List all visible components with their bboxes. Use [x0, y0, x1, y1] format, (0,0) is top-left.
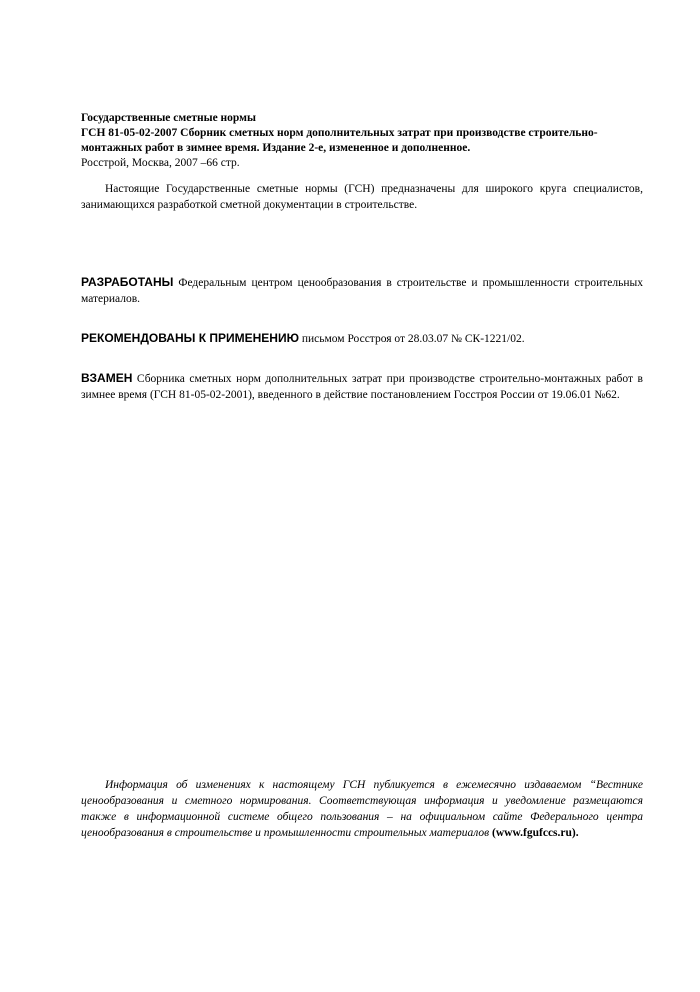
footer-note-text: Информация об изменениях к настоящему ГСН публикуется в ежемесячно издаваемом “Вестнике ценообразования и сметного нормирования. Соответствующая информация и уведомление размещаются также в информационной системе общего пользования – на официальном сайте Федерального центра ценообразования в строительстве и промышленности строительных материалов: [81, 779, 643, 839]
document-header: [81, 111, 647, 171]
developed-lead: РАЗРАБОТАНЫ: [81, 275, 174, 289]
developed-paragraph: [81, 274, 643, 307]
intro-paragraph: Настоящие Государственные сметные нормы (ГСН) предназначены для широкого круга специалистов, занимающихся разработкой сметной документации в строительстве.: [81, 183, 643, 211]
footer-note: [81, 777, 643, 841]
replaces-text: Сборника сметных норм дополнительных затрат при производстве строительно-монтажных работ в зимнее время (ГСН 81-05-02-2001), введенного в действие постановлением Госстроя России от 19.06.01 №62.: [81, 373, 643, 401]
replaces-lead: ВЗАМЕН: [81, 371, 133, 385]
developed-text: Федеральным центром ценообразования в строительстве и промышленности строительных материалов.: [81, 277, 643, 305]
header-publisher: Росстрой, Москва, 2007 –66 стр.: [81, 157, 240, 169]
header-title: Государственные сметные нормы: [81, 112, 256, 124]
replaces-paragraph: [81, 370, 643, 403]
recommended-paragraph: [81, 330, 643, 347]
recommended-lead: РЕКОМЕНДОВАНЫ К ПРИМЕНЕНИЮ: [81, 331, 299, 345]
recommended-text: письмом Росстроя от 28.03.07 № СК-1221/02.: [298, 333, 525, 345]
header-collection-title: ГСН 81-05-02-2007 Сборник сметных норм дополнительных затрат при производстве строительно-монтажных работ в зимнее время. Издание 2-е, измененное и дополненное.: [81, 127, 598, 154]
footer-site-link: (www.fgufccs.ru).: [492, 827, 579, 839]
